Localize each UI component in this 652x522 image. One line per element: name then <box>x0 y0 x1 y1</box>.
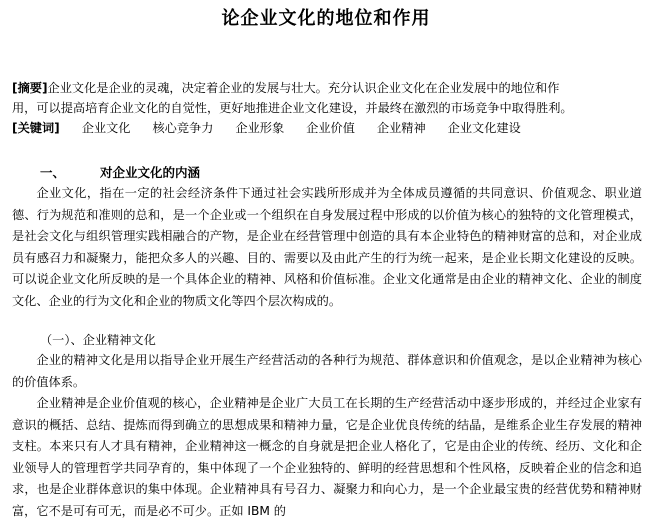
keyword-item: 企业形象 <box>235 121 285 135</box>
section-1-heading <box>40 163 200 183</box>
keywords-label: [关键词] <box>12 121 60 135</box>
section-1-title: 对企业文化的内涵 <box>100 165 201 180</box>
document-title: 论企业文化的地位和作用 <box>221 8 431 29</box>
keyword-item: 核心竞争力 <box>152 121 214 135</box>
abstract-text-1: 企业文化是企业的灵魂，决定着企业的发展与壮大。充分认识企业文化在企业发展中的地位和作 <box>47 81 560 95</box>
keyword-item: 企业精神 <box>376 121 426 135</box>
subsection-1-paragraph-1: 企业的精神文化是用以指导企业开展生产经营活动的各种行为规范、群体意识和价值观念，是以企业精神为核心的价值体系。 <box>12 353 642 389</box>
abstract-line-1 <box>12 78 644 98</box>
subsection-1-paragraph-2: 企业精神是企业价值观的核心，企业精神是企业广大员工在长期的生产经营活动中逐步形成的，并经过企业家有意识的概括、总结、提炼而得到确立的思想成果和精神力量，它是企业优良传统的结晶，是维系企业生存发展的精神支柱。本来只有人才具有精神，企业精神这一概念的自身就是把企业人格化了，它是由企业的传统、经历、文化和企业领导人的管理哲学共同孕育的，集中体现了一个企业独特的、鲜明的经营思想和个性风格，反映着企业的信念和追求，也是企业群体意识的集中体现。企业精神具有号召力、凝聚力和向心力，是一个企业最宝贵的经营优势和精神财富，它不是可有可无，而是必不可少。正如 IBM 的 <box>12 396 642 518</box>
subsection-1-heading: （一）、企业精神文化 <box>40 333 156 347</box>
keyword-item: 企业价值 <box>306 121 355 135</box>
abstract-block <box>12 78 644 138</box>
section-1-number: 一、 <box>40 165 66 180</box>
section-1-paragraph: 企业文化，指在一定的社会经济条件下通过社会实践所形成并为全体成员遵循的共同意识、价值观念、职业道德、行为规范和准则的总和，是一个企业或一个组织在自身发展过程中形成的以价值为核心的独特的文化管理模式，是社会文化与组织管理实践相融合的产物，是企业在经营管理中创造的具有本企业特色的精神财富的总和，对企业成员有感召力和凝聚力，能把众多人的兴趣、目的、需要以及由此产生的行为统一起来，是企业长期文化建设的反映。可以说企业文化所反映的是一个具体企业的精神、风格和价值标准。企业文化通常是由企业的精神文化、企业的制度文化、企业的行为文化和企业的物质文化等四个层次构成的。 <box>12 186 642 308</box>
keywords-line <box>12 118 644 138</box>
abstract-line-2: 用，可以提高培育企业文化的自觉性，更好地推进企业文化建设，并最终在激烈的市场竞争中取得胜利。 <box>12 101 573 115</box>
keyword-item: 企业文化建设 <box>447 121 521 135</box>
keyword-item: 企业文化 <box>81 121 131 135</box>
abstract-label: [摘要] <box>12 81 48 95</box>
